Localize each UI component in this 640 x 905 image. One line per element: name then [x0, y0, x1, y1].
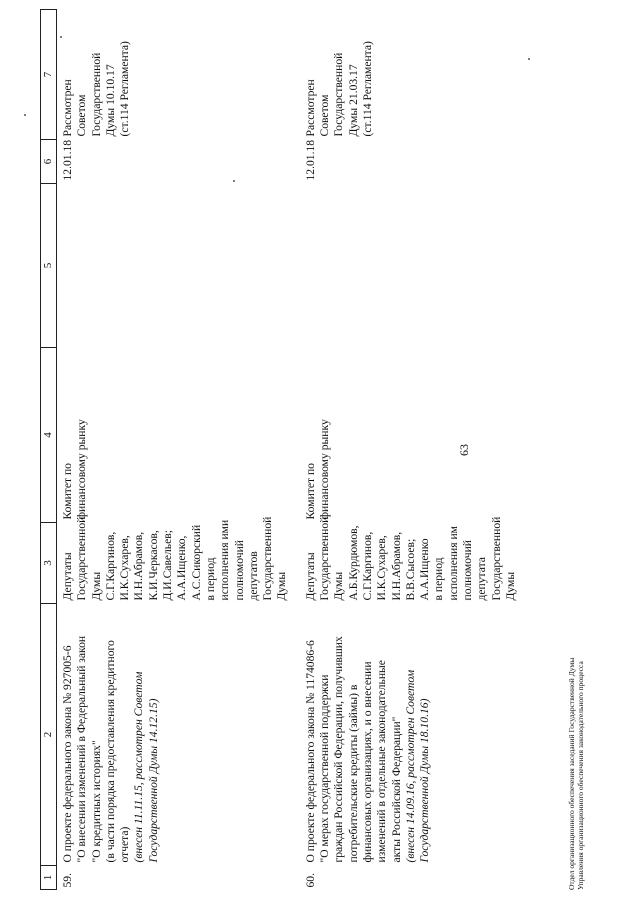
column-number: 4	[41, 348, 57, 523]
text-line: финансовых организациях, и о внесении	[360, 661, 374, 863]
text-line: депутатов	[246, 551, 260, 601]
text-line: И.К.Сухарев,	[118, 535, 132, 601]
date-cell: 12.01.18	[61, 139, 74, 181]
text-line: Советом	[75, 94, 89, 137]
text-line: О проекте федерального закона № 927005-6	[61, 645, 74, 863]
footer-line: Управления организационного обеспечения законодательного процесса	[576, 661, 585, 890]
text-line: Думы 21.03.17	[346, 64, 360, 137]
text-line: Государственной	[318, 516, 332, 601]
text-line: полномочий	[461, 540, 475, 601]
scan-speck	[233, 180, 235, 182]
text-line: исполнения им	[446, 525, 460, 601]
table-row	[57, 10, 300, 890]
text-line: А.А.Ищенко,	[175, 535, 189, 601]
text-line: (ст.114 Регламента)	[118, 41, 132, 137]
text-line: в период	[432, 557, 446, 601]
text-line: А.С.Сикорский	[189, 524, 203, 601]
text-line: Депутаты	[303, 552, 317, 601]
text-line: К.И.Черкасов,	[146, 530, 160, 601]
column-number: 3	[41, 523, 57, 604]
text-line: "О мерах государственной поддержки	[318, 674, 332, 863]
text-line: Комитет по	[303, 463, 317, 520]
scan-speck	[60, 36, 62, 38]
text-line: Государственной	[489, 516, 503, 601]
text-line: Государственной Думы 14.12.15)	[146, 698, 160, 863]
text-line: Думы	[89, 571, 103, 601]
text-line: Думы 10.10.17	[103, 64, 117, 137]
text-line: Д.И.Савельев;	[161, 530, 175, 601]
text-line: Думы	[332, 571, 346, 601]
text-line: изменений в отдельные законодательные	[375, 660, 389, 863]
text-line: А.А.Ищенко	[418, 538, 432, 601]
text-line: депутата	[475, 557, 489, 601]
status-cell	[57, 10, 300, 140]
text-line: И.Н.Абрамов,	[132, 531, 146, 601]
authors-cell	[57, 516, 300, 604]
column-number-row	[41, 10, 57, 890]
text-line: отчета)	[118, 826, 132, 863]
column-number: 2	[41, 604, 57, 866]
text-line: акты Российской Федерации"	[389, 716, 403, 863]
column-number: 5	[41, 184, 57, 348]
text-line: (в части порядка предоставления кредитного	[103, 640, 117, 863]
text-line: (ст.114 Регламента)	[360, 41, 374, 137]
text-line: Рассмотрен	[303, 79, 317, 137]
date-cell: 12.01.18	[303, 139, 317, 181]
text-line: Государственной Думы 18.10.16)	[418, 698, 432, 863]
text-line: потребительские кредиты (займы) в	[346, 684, 360, 863]
text-line: Думы	[503, 571, 517, 601]
text-line: И.К.Сухарев,	[375, 535, 389, 601]
bill-title-cell	[57, 604, 300, 866]
text-line: в период	[203, 557, 217, 601]
text-line: С.Г.Каргинов,	[103, 531, 117, 601]
text-line: С.Г.Каргинов,	[360, 531, 374, 601]
row-number: 59.	[61, 873, 74, 888]
text-line: Государственной	[261, 516, 275, 601]
text-line: граждан Российской Федерации, получивших	[332, 636, 346, 863]
committee-cell	[300, 348, 528, 523]
column-number: 1	[41, 866, 57, 890]
column-5-cell	[300, 184, 528, 348]
text-line: Депутаты	[61, 552, 74, 601]
column-number: 7	[41, 10, 57, 140]
scan-speck	[528, 58, 530, 60]
text-line: Думы	[275, 571, 289, 601]
text-line: Государственной	[332, 52, 346, 137]
text-line: финансовому рынку	[75, 419, 89, 520]
text-line: исполнения ими	[218, 519, 232, 601]
text-line: Комитет по	[61, 463, 74, 520]
footer-line: Отдел организационного обеспечения заседаний Государственной Думы	[567, 657, 576, 890]
text-line: Государственной	[89, 52, 103, 137]
text-line: "О кредитных историях"	[89, 740, 103, 863]
page-number: 63	[457, 444, 471, 456]
text-line: "О внесении изменений в Федеральный закон	[75, 635, 89, 863]
text-line: А.Б.Курдюмов,	[346, 525, 360, 601]
text-line: Советом	[318, 94, 332, 137]
text-line: Государственной	[75, 516, 89, 601]
status-cell	[300, 10, 528, 140]
text-line: В.В.Сысоев;	[403, 538, 417, 601]
document-page	[40, 10, 600, 890]
column-number: 6	[41, 140, 57, 184]
text-line: полномочий	[232, 540, 246, 601]
text-line: И.Н.Абрамов,	[389, 531, 403, 601]
text-line: финансовому рынку	[318, 419, 332, 520]
footer	[567, 658, 585, 890]
scan-speck	[24, 114, 26, 116]
bill-title-cell	[300, 604, 528, 866]
table-row	[300, 10, 528, 890]
text-line: О проекте федерального закона № 1174086-6	[303, 640, 317, 863]
bills-table	[40, 9, 528, 890]
committee-cell	[57, 348, 300, 523]
column-5-cell	[57, 184, 300, 348]
text-line: (внесен 11.11.15, рассмотрен Советом	[132, 671, 146, 863]
text-line: (внесен 14.09.16, рассмотрен Советом	[403, 669, 417, 863]
authors-cell	[300, 516, 528, 604]
text-line: Рассмотрен	[61, 79, 74, 137]
row-number: 60.	[303, 873, 317, 888]
